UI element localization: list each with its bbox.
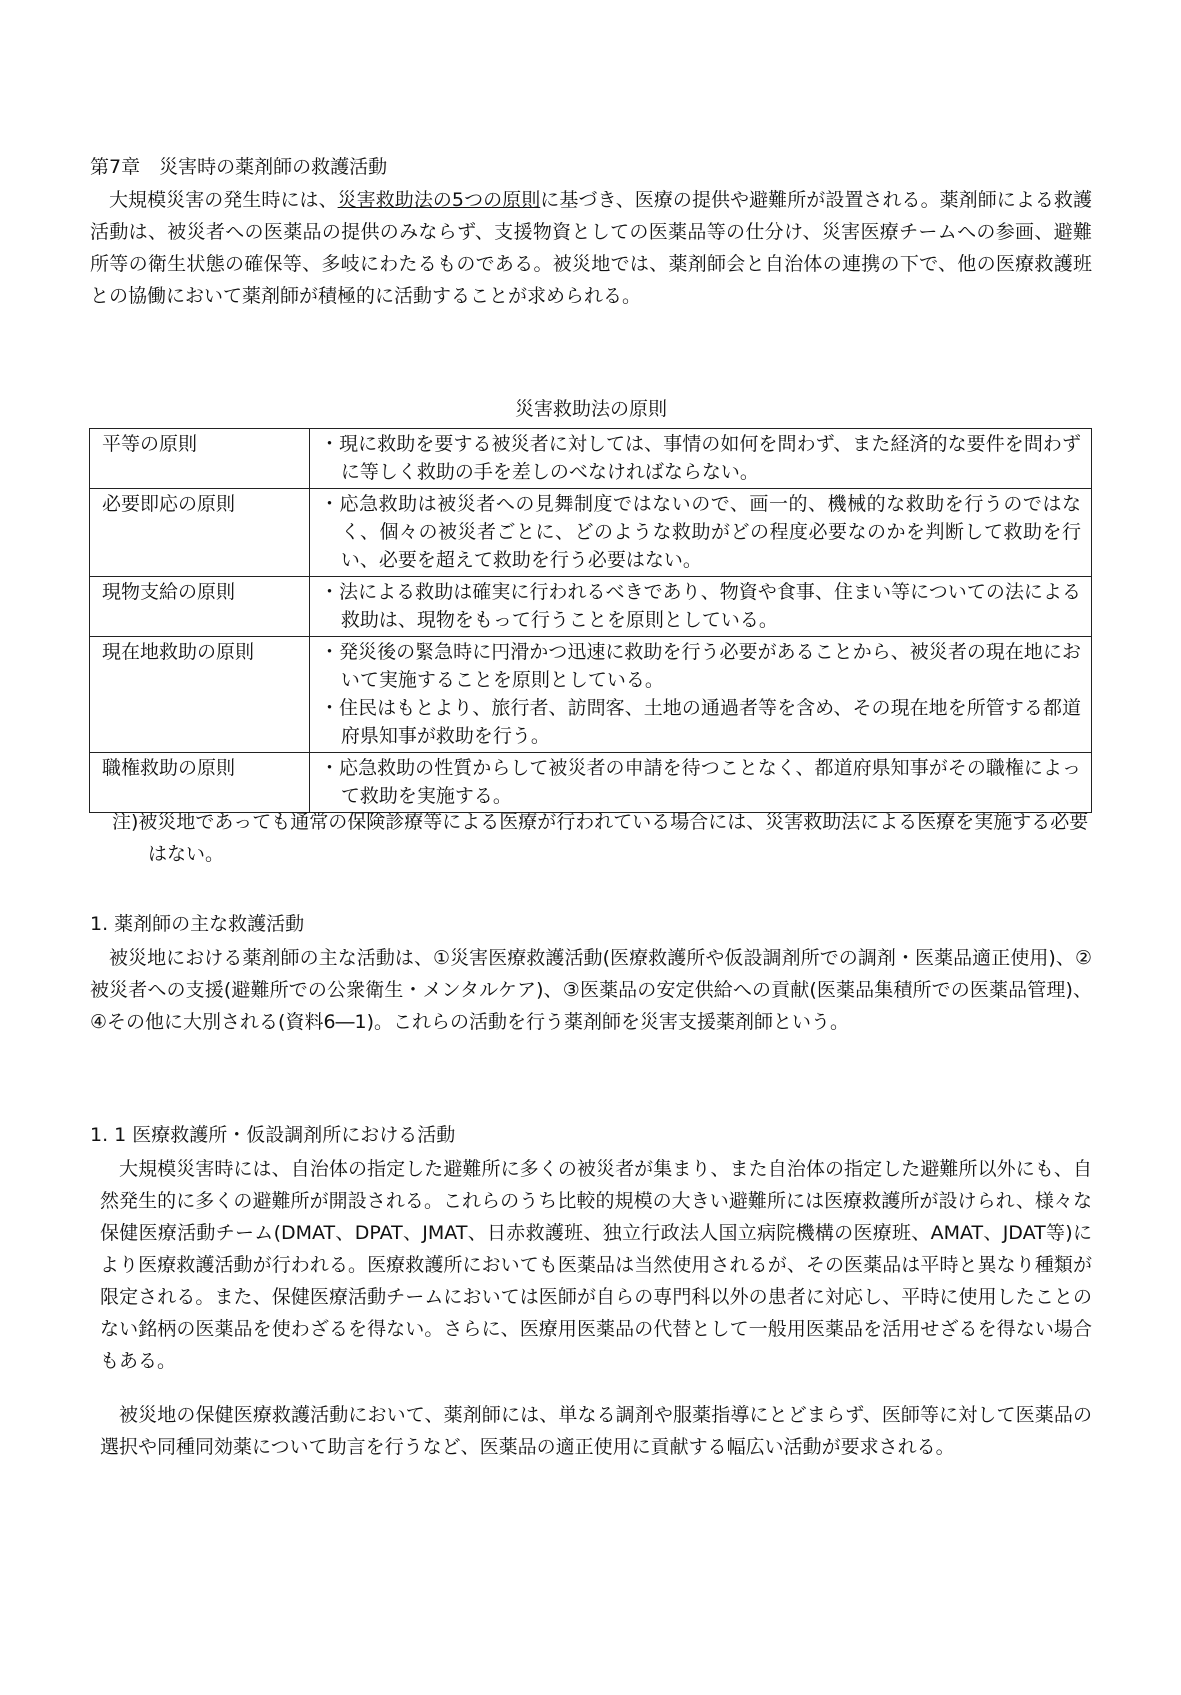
principle-name: 必要即応の原則	[90, 489, 310, 577]
principle-name: 現在地救助の原則	[90, 637, 310, 753]
section-1-1-paragraph-2: 被災地の保健医療救護活動において、薬剤師には、単なる調剤や服薬指導にとどまらず、医師等に対して医薬品の選択や同種同効薬について助言を行うなど、医薬品の適正使用に貢献する幅広い活動が要求される。	[100, 1404, 1092, 1458]
intro-underlined-phrase: 災害救助法の5つの原則	[337, 189, 541, 211]
section-1-body: 被災地における薬剤師の主な活動は、①災害医療救護活動(医療救護所や仮設調剤所での調剤・医薬品適正使用)、②被災者への支援(避難所での公衆衛生・メンタルケア)、③医薬品の安定供給への貢献(医薬品集積所での医薬品管理)、④その他に大別される(資料6―1)。これらの活動を行う薬剤師を災害支援薬剤師という。	[90, 947, 1092, 1033]
table-row	[90, 577, 1092, 637]
principle-item: ・応急救助は被災者への見舞制度ではないので、画一的、機械的な救助を行うのではなく、個々の被災者ごとに、どのような救助がどの程度必要なのかを判断して救助を行い、必要を超えて救助を行う必要はない。	[320, 493, 1081, 571]
principle-name: 現物支給の原則	[90, 577, 310, 637]
table-row	[90, 637, 1092, 753]
table-caption: 災害救助法の原則	[514, 398, 667, 420]
table-row	[90, 429, 1092, 489]
principle-description	[310, 637, 1092, 753]
principle-item: ・住民はもとより、旅行者、訪問客、土地の通過者等を含め、その現在地を所管する都道府県知事が救助を行う。	[320, 697, 1081, 747]
principle-item: ・発災後の緊急時に円滑かつ迅速に救助を行う必要があることから、被災者の現在地において実施することを原則としている。	[320, 641, 1081, 691]
principle-item: ・応急救助の性質からして被災者の申請を待つことなく、都道府県知事がその職権によって救助を実施する。	[320, 757, 1081, 807]
principle-name: 職権救助の原則	[90, 753, 310, 813]
table-note: 注)被災地であっても通常の保険診療等による医療が行われている場合には、災害救助法による医療を実施する必要はない。	[112, 811, 1089, 865]
table-row	[90, 753, 1092, 813]
principle-name: 平等の原則	[90, 429, 310, 489]
section-1-1-paragraph-1: 大規模災害時には、自治体の指定した避難所に多くの被災者が集まり、また自治体の指定した避難所以外にも、自然発生的に多くの避難所が開設される。これらのうち比較的規模の大きい避難所には医療救護所が設けられ、様々な保健医療活動チーム(DMAT、DPAT、JMAT、日赤救護班、独立行政法人国立病院機構の医療班、AMAT、JDAT等)により医療救護活動が行われる。医療救護所においても医薬品は当然使用されるが、その医薬品は平時と異なり種類が限定される。また、保健医療活動チームにおいては医師が自らの専門科以外の患者に対応し、平時に使用したことのない銘柄の医薬品を使わざるを得ない。さらに、医療用医薬品の代替として一般用医薬品を活用せざるを得ない場合もある。	[100, 1158, 1092, 1372]
section-1-1-heading: 1. 1 医療救護所・仮設調剤所における活動	[90, 1124, 456, 1146]
intro-before: 大規模災害の発生時には、	[109, 189, 338, 211]
principle-description	[310, 753, 1092, 813]
principles-table	[89, 428, 1092, 813]
principle-description	[310, 489, 1092, 577]
table-row	[90, 489, 1092, 577]
principle-description	[310, 577, 1092, 637]
chapter-title: 第7章 災害時の薬剤師の救護活動	[90, 156, 388, 178]
principle-item: ・法による救助は確実に行われるべきであり、物資や食事、住まい等についての法による救助は、現物をもって行うことを原則としている。	[320, 581, 1081, 631]
section-1-heading: 1. 薬剤師の主な救護活動	[90, 913, 305, 935]
intro-paragraph	[90, 184, 1092, 312]
principle-description	[310, 429, 1092, 489]
principle-item: ・現に救助を要する被災者に対しては、事情の如何を問わず、また経済的な要件を問わずに等しく救助の手を差しのべなければならない。	[320, 433, 1081, 483]
intro-after: に基づき、医療の提供や避難所が設置される。薬剤師による救護活動は、被災者への医薬品の提供のみならず、支援物資としての医薬品等の仕分け、災害医療チームへの参画、避難所等の衛生状態の確保等、多岐にわたるものである。被災地では、薬剤師会と自治体の連携の下で、他の医療救護班との協働において薬剤師が積極的に活動することが求められる。	[90, 189, 1092, 307]
